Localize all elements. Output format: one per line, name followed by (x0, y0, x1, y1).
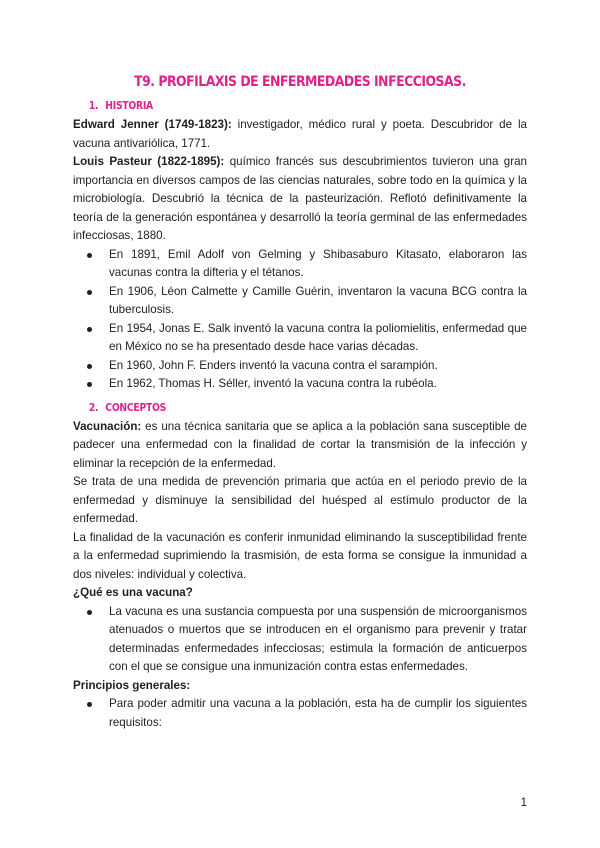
subheading-principios-generales: Principios generales: (73, 678, 191, 692)
list-item (83, 320, 527, 357)
que-es-bullet-list (73, 603, 527, 677)
principios-bullet-list (73, 695, 527, 732)
bullet-icon (87, 327, 92, 332)
list-item (83, 375, 527, 394)
list-item (83, 283, 527, 320)
jenner-label: Edward Jenner (1749-1823): (73, 118, 232, 131)
page-number: 1 (520, 797, 527, 809)
list-item-text: En 1954, Jonas E. Salk inventó la vacuna contra la poliomielitis, enfermedad que en México no se ha presentado desde hace varias décadas. (109, 321, 527, 353)
paragraph-finalidad: La finalidad de la vacunación es conferir inmunidad eliminando la susceptibilidad frente a la enfermedad suprimiendo la trasmisión, de esta forma se consigue la inmunidad a dos niveles: individual y colectiva. (73, 530, 527, 581)
list-item-text: Para poder admitir una vacuna a la población, esta ha de cumplir los siguientes requisitos: (109, 697, 527, 729)
section-heading-conceptos (73, 402, 473, 414)
vacunacion-text: es una técnica sanitaria que se aplica a la población sana susceptible de padecer una enfermedad con la finalidad de cortar la transmisión de la infección y eliminar la recepción de la enfermedad. (73, 419, 527, 470)
paragraph-jenner (73, 116, 527, 153)
list-item-text: En 1960, John F. Enders inventó la vacuna contra el sarampión. (109, 358, 438, 372)
list-item-text: En 1962, Thomas H. Séller, inventó la vacuna contra la rubéola. (109, 377, 437, 390)
subheading-que-es-vacuna: ¿Qué es una vacuna? (73, 586, 193, 599)
bullet-icon (87, 610, 92, 615)
section-number: 2. (88, 401, 99, 414)
section-title: CONCEPTOS (105, 401, 166, 414)
list-item (83, 695, 527, 732)
paragraph-vacunacion (73, 418, 527, 474)
bullet-icon (87, 253, 92, 258)
historia-bullet-list (73, 246, 527, 394)
list-item-text: En 1891, Emil Adolf von Gelming y Shibasaburo Kitasato, elaboraron las vacunas contra la difteria y el tétanos. (109, 247, 527, 279)
section-heading-historia (73, 100, 473, 112)
list-item-text: La vacuna es una sustancia compuesta por una suspensión de microorganismos atenuados o muertos que se introducen en el organismo para prevenir y tratar determinadas enfermedades infecciosas; estimula la formación de anticuerpos con el que se consigue una inmunización contra estas enfermedades. (109, 604, 527, 673)
list-item (83, 603, 527, 677)
paragraph-pasteur (73, 153, 527, 246)
section-number: 1. (88, 100, 99, 112)
paragraph-prevencion: Se trata de una medida de prevención primaria que actúa en el periodo previo de la enfermedad y disminuye la sensibilidad del huésped al estímulo productor de la enfermedad. (73, 475, 527, 525)
list-item (83, 246, 527, 283)
bullet-icon (87, 290, 92, 295)
vacunacion-label: Vacunación: (73, 419, 142, 433)
bullet-icon (87, 364, 92, 369)
list-item (83, 357, 527, 376)
list-item-text: En 1906, Léon Calmette y Camille Guérin, inventaron la vacuna BCG contra la tuberculosis. (109, 284, 527, 316)
bullet-icon (87, 702, 92, 707)
pasteur-text: químico francés sus descubrimientos tuvieron una gran importancia en diversos campos de las ciencias naturales, sobre todo en la química y la microbiología. Descubrió la técnica de la pasteurización. Reflotó definitivamente la teoría de la generación espontánea y desarrolló la teoría germinal de las enfermedades infecciosas, 1880. (73, 155, 528, 242)
jenner-text: investigador, médico rural y poeta. Descubridor de la vacuna antivariólica, 1771. (73, 118, 527, 150)
pasteur-label: Louis Pasteur (1822-1895): (73, 155, 225, 168)
document-title: T9. PROFILAXIS DE ENFERMEDADES INFECCIOSAS. (134, 74, 466, 90)
bullet-icon (87, 382, 92, 387)
section-title: HISTORIA (105, 100, 153, 112)
